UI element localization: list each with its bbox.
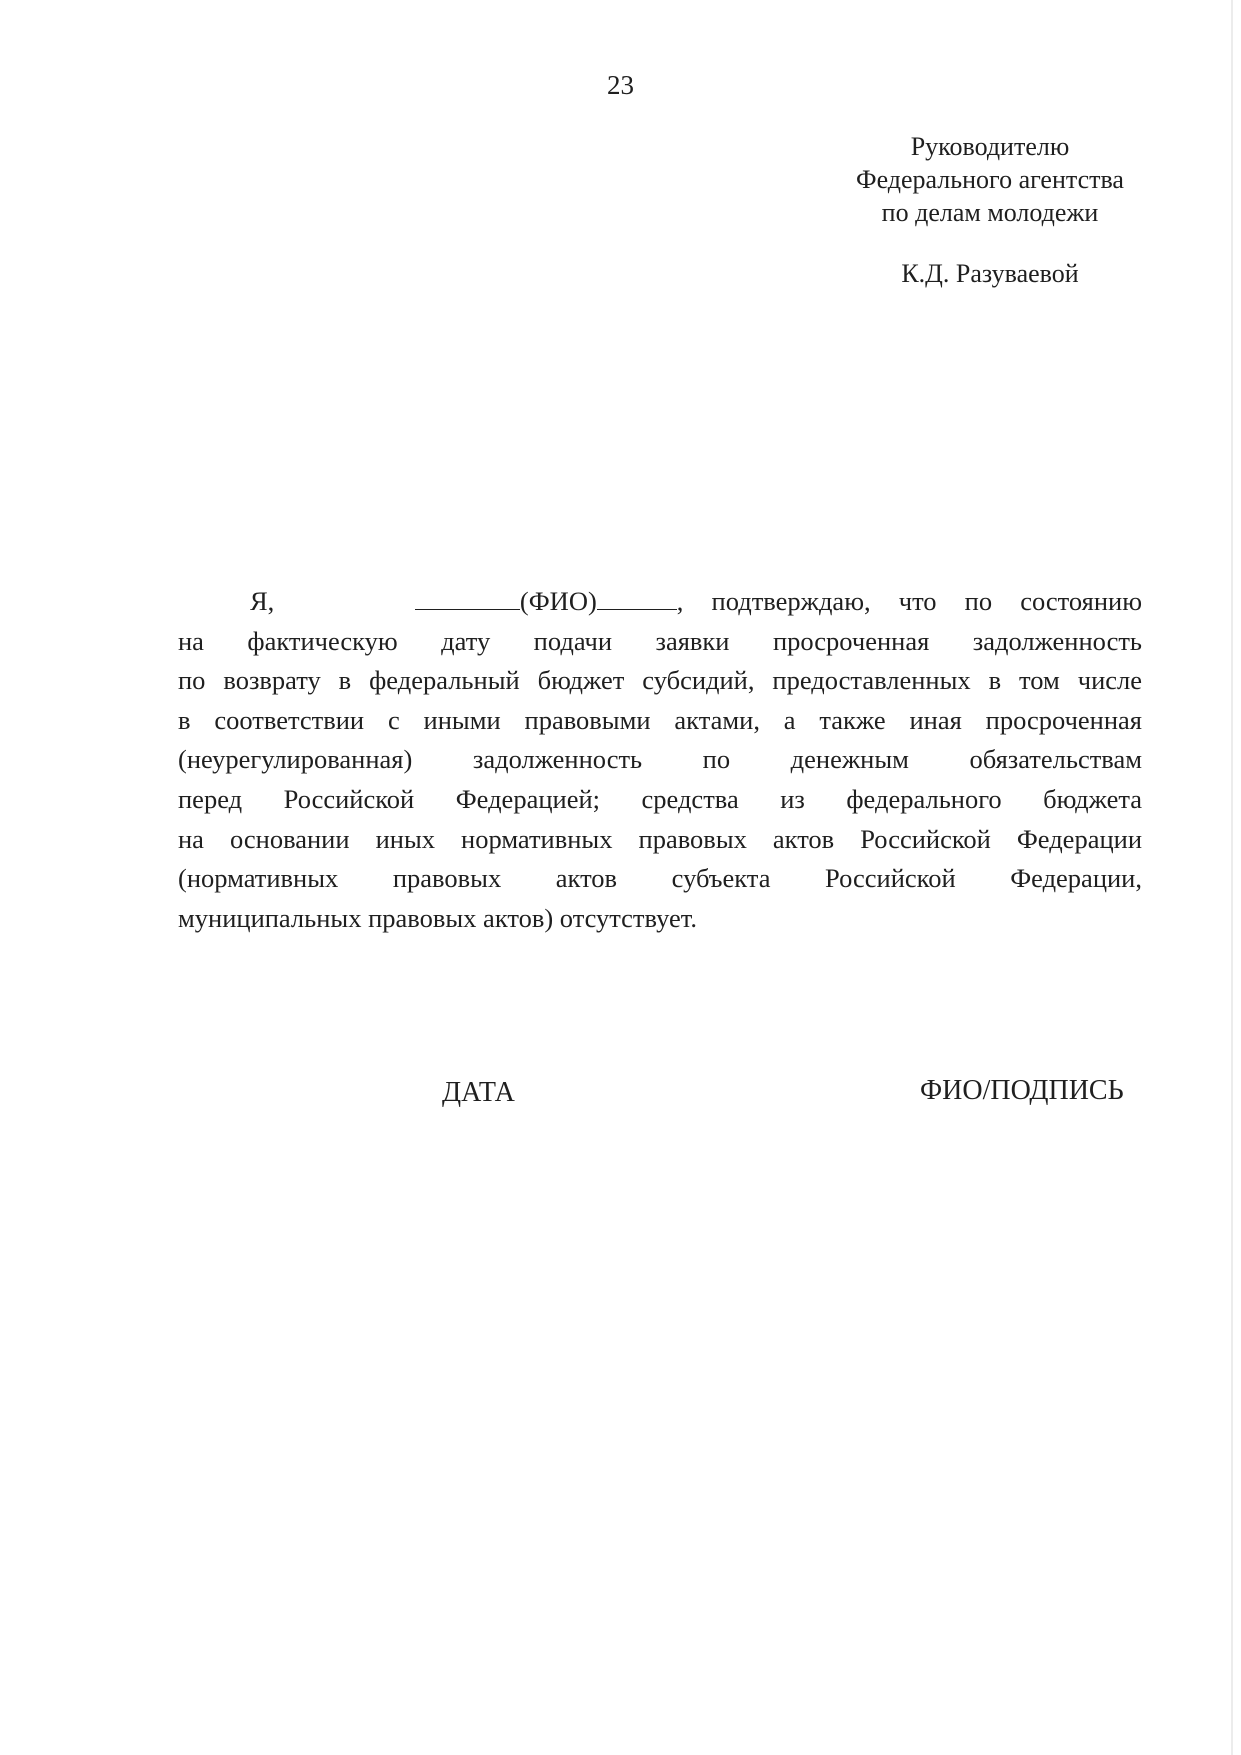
declaration-line: в соответствии с иными правовыми актами, а также иная просроченная — [178, 704, 1142, 735]
addressee-block — [790, 130, 1190, 290]
addressee-agency: Федерального агентства — [856, 165, 1124, 194]
declaration-line: на фактическую дату подачи заявки просроченная задолженность — [178, 625, 1142, 656]
fio-blank-right[interactable] — [597, 585, 677, 610]
declaration-line — [178, 582, 1142, 622]
declaration-line1-rest: , подтверждаю, что по состоянию — [676, 586, 1142, 616]
declaration-line: (нормативных правовых актов субъекта Российской Федерации, — [178, 863, 1142, 894]
declaration-line: перед Российской Федерацией; средства из федерального бюджета — [178, 783, 1142, 814]
fio-field-label: (ФИО) — [519, 586, 597, 616]
declaration-line: по возврату в федеральный бюджет субсидий, предоставленных в том числе — [178, 665, 1142, 696]
date-label: ДАТА — [442, 1077, 515, 1108]
declaration-start: Я, — [250, 586, 275, 616]
declaration-line: (неурегулированная) задолженность по денежным обязательствам — [178, 744, 1142, 775]
declaration-line: на основании иных нормативных правовых актов Российской Федерации — [178, 823, 1142, 854]
addressee-title: Руководителю — [910, 132, 1070, 161]
addressee-name: К.Д. Разуваевой — [901, 259, 1079, 288]
fio-blank-left[interactable] — [415, 585, 520, 610]
page-number: 23 — [607, 70, 634, 100]
addressee-agency-scope: по делам молодежи — [881, 198, 1099, 227]
scan-edge — [1231, 0, 1233, 1755]
fio-signature-label: ФИО/ПОДПИСЬ — [920, 1075, 1124, 1106]
declaration-line: муниципальных правовых актов) отсутствует. — [178, 902, 697, 933]
declaration-text — [178, 582, 1142, 938]
